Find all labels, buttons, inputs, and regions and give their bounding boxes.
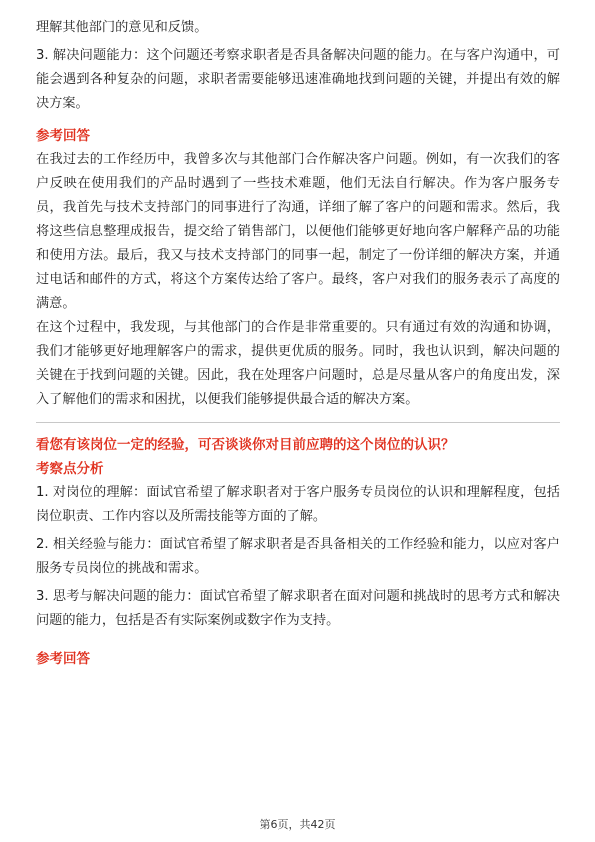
analysis-point-2: 2. 相关经验与能力：面试官希望了解求职者是否具备相关的工作经验和能力，以应对客户服务专员岗位的挑战和需求。 bbox=[36, 537, 560, 576]
answer-paragraph-1: 在我过去的工作经历中，我曾多次与其他部门合作解决客户问题。例如，有一次我们的客户反映在使用我们的产品时遇到了一些技术难题，他们无法自行解决。作为客户服务专员，我首先与技术支持部门的同事进行了沟通，详细了解了客户的问题和需求。然后，我将这些信息整理成报告，提交给了销售部门，以便他们能够更好地向客户解释产品的功能和使用方法。最后，我又与技术支持部门的同事一起，制定了一份详细的解决方案，并通过电话和邮件的方式，将这个方案传达给了客户。最终，客户对我们的服务表示了高度的满意。 bbox=[36, 152, 560, 311]
analysis-point-3: 3. 思考与解决问题的能力：面试官希望了解求职者在面对问题和挑战时的思考方式和解决问题的能力，包括是否有实际案例或数字作为支持。 bbox=[36, 589, 560, 628]
analysis-heading: 考察点分析 bbox=[36, 461, 104, 477]
intro-tail-text: 理解其他部门的意见和反馈。 bbox=[36, 20, 208, 35]
page-footer: 第6页，共42页 bbox=[259, 818, 336, 831]
point-3-problem-solving: 3. 解决问题能力：这个问题还考察求职者是否具备解决问题的能力。在与客户沟通中，可能会遇到各种复杂的问题，求职者需要能够迅速准确地找到问题的关键，并提出有效的解决方案。 bbox=[36, 48, 560, 111]
answer-paragraph-2: 在这个过程中，我发现，与其他部门的合作是非常重要的。只有通过有效的沟通和协调，我们才能够更好地理解客户的需求，提供更优质的服务。同时，我也认识到，解决问题的关键在于找到问题的关键。因此，我在处理客户问题时，总是尽量从客户的角度出发，深入了解他们的需求和困扰，以便我们能够提供最合适的解决方案。 bbox=[36, 320, 560, 407]
reference-answer-heading: 参考回答 bbox=[36, 128, 90, 144]
interview-question: 看您有该岗位一定的经验，可否谈谈你对目前应聘的这个岗位的认识？ bbox=[36, 437, 455, 453]
section-divider bbox=[36, 422, 560, 423]
analysis-point-1: 1. 对岗位的理解：面试官希望了解求职者对于客户服务专员岗位的认识和理解程度，包括岗位职责、工作内容以及所需技能等方面的了解。 bbox=[36, 485, 560, 524]
page-content bbox=[36, 16, 560, 671]
reference-answer-heading-2: 参考回答 bbox=[36, 651, 90, 667]
